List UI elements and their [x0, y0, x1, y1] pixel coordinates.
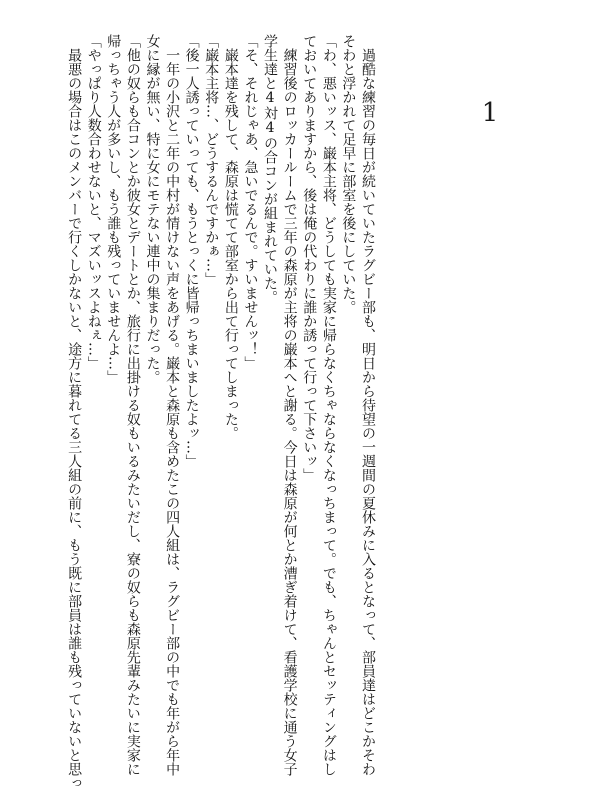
text-line: 学生達と4対4の合コンが組まれていた。 — [262, 34, 279, 304]
paragraph-dialogue — [201, 34, 221, 796]
paragraph-dialogue — [299, 34, 338, 796]
text-line: 「後一人誘っていっても、もうとっくに皆帰っちまいましたよッ…」 — [183, 34, 200, 468]
text-line: 「やっぱり人数合わせないと、マズいッスよねぇ…」 — [85, 34, 102, 370]
paragraph-narration — [259, 34, 298, 796]
text-line: 最悪の場合はこのメンバーで行くしかないと、途方に暮れてる三人組の前に、もう既に部員は誰も残っていないと思っ — [66, 48, 83, 790]
text-line: 「そ、それじゃあ、急いでるんで。すいませんッ！」 — [242, 34, 259, 370]
paragraph-dialogue — [103, 34, 142, 796]
text-line: 過酷な練習の毎日が続いていたラグビー部も、明日から待望の一週間の夏休みに入るとなって、部員達はどこかそわ — [360, 48, 376, 776]
paragraph-narration — [142, 34, 181, 796]
text-line: 帰っちゃう人が多いし、もう誰も残っていませんよ…」 — [105, 34, 122, 384]
paragraph-dialogue — [83, 34, 103, 796]
paragraph-narration — [64, 34, 84, 796]
text-line: ておいてありますから、後は俺の代わりに誰か誘って行って下さいッ」 — [301, 34, 318, 482]
text-line: 「巌本主将…、どうするんですかぁ…」 — [203, 34, 220, 286]
text-line: 練習後のロッカールームで三年の森原が主将の巌本へと謝る。今日は森原が何とか漕ぎ着けて、看護学校に通う女子 — [281, 48, 298, 776]
paragraph-dialogue — [181, 34, 201, 796]
paragraph-dialogue — [240, 34, 260, 796]
text-line: 「わ、悪いッス、巌本主将、どうしても実家に帰らなくちゃならなくなっちまって。でも、ちゃんとセッティングはし — [320, 34, 337, 776]
paragraph-narration — [338, 34, 377, 796]
paragraph-narration — [220, 34, 240, 796]
text-line: そわと浮かれて足早に部室を後にしていた。 — [340, 34, 357, 314]
text-line: 女に縁が無い、特に女にモテない連中の集まりだった。 — [144, 34, 161, 384]
text-line: 「他の奴らも合コンとか彼女とデートとか、旅行に出掛ける奴もいるみたいだし、寮の奴らも森原先輩みたいに実家に — [124, 34, 141, 776]
text-line: 巌本達を残して、森原は慌てて部室から出て行ってしまった。 — [222, 48, 239, 440]
page-number: 1 — [481, 98, 499, 128]
vertical-text-body — [63, 34, 377, 796]
text-line: 一年の小沢と二年の中村が情けない声をあげる。巌本と森原も含めたこの四人組は、ラグビー部の中でも年がら年中 — [164, 48, 181, 776]
